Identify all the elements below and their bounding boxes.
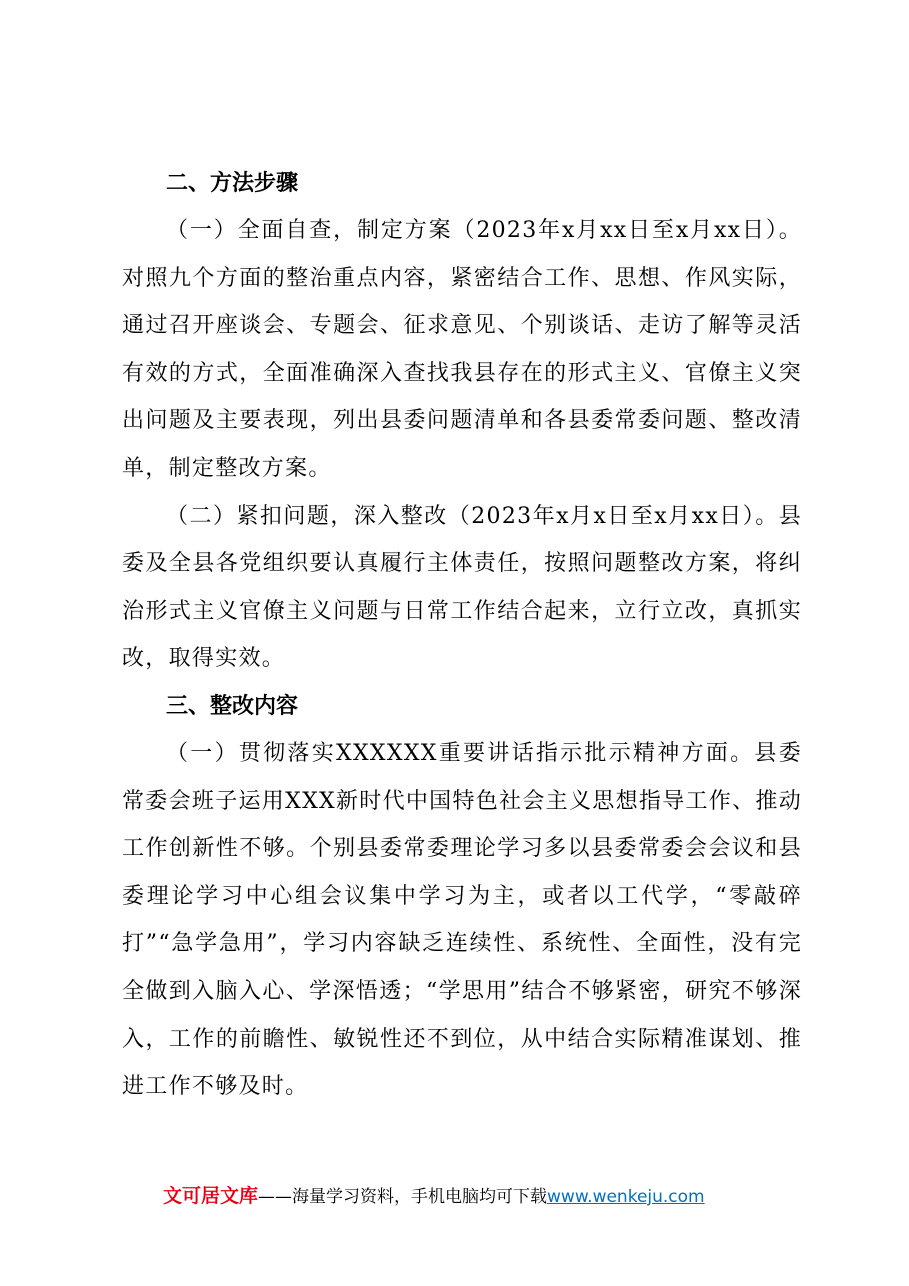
- section-heading-content: 三、整改内容: [166, 693, 299, 719]
- footer-banner: [163, 1182, 705, 1211]
- footer-slogan: ——海量学习资料，手机电脑均可下载: [258, 1187, 548, 1207]
- paragraph-self-inspection: （一）全面自查，制定方案（2023年x月xx日至x月xx日）。对照九个方面的整治重点内容，紧密结合工作、思想、作风实际，通过召开座谈会、专题会、征求意见、个别谈话、走访了解等灵活有效的方式，全面准确深入查找我县存在的形式主义、官僚主义突出问题及主要表现，列出县委问题清单和各县委常委问题、整改清单，制定整改方案。: [122, 218, 802, 481]
- paragraph-rectification: （二）紧扣问题，深入整改（2023年x月x日至x月xx日）。县委及全县各党组织要认真履行主体责任，按照问题整改方案，将纠治形式主义官僚主义问题与日常工作结合起来，立行立改，真抓实改，取得实效。: [122, 503, 802, 672]
- paragraph-implementation: （一）贯彻落实XXXXXX重要讲话指示批示精神方面。县委常委会班子运用XXX新时代中国特色社会主义思想指导工作、推动工作创新性不够。个别县委常委理论学习多以县委常委会会议和县委理论学习中心组会议集中学习为主，或者以工代学，“零敲碎打”“急学急用”，学习内容缺乏连续性、系统性、全面性，没有完全做到入脑入心、学深悟透；“学思用”结合不够紧密，研究不够深入，工作的前瞻性、敏锐性还不到位，从中结合实际精准谋划、推进工作不够及时。: [122, 740, 802, 1100]
- section-heading-methods: 二、方法步骤: [166, 171, 299, 196]
- document-body: [122, 160, 802, 1111]
- website-link[interactable]: www.wenkeju.com: [547, 1187, 705, 1207]
- brand-logo-text: 文可居文库: [163, 1185, 259, 1207]
